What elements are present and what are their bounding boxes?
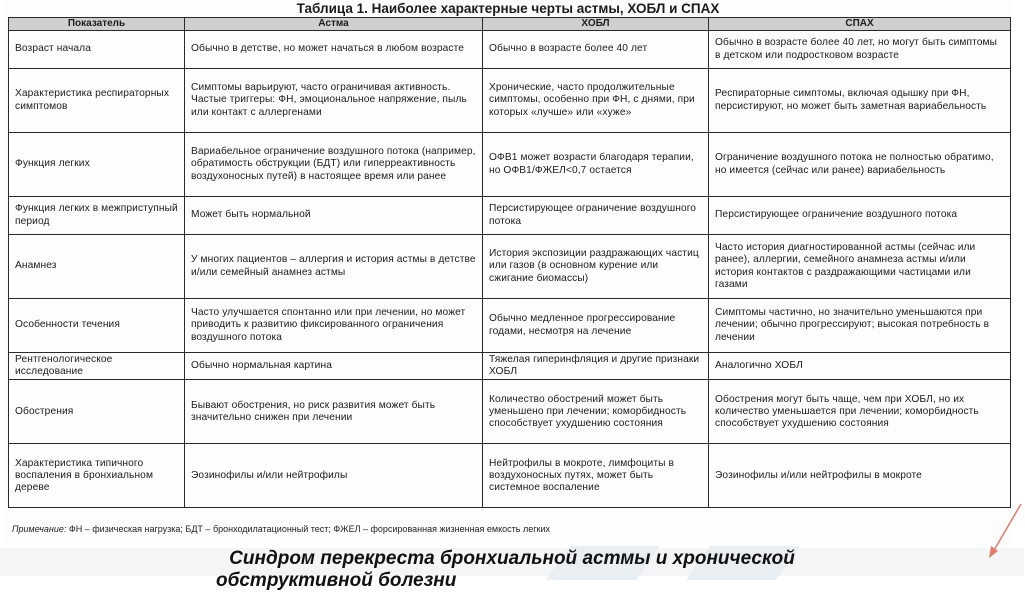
- column-header: Астма: [185, 18, 483, 31]
- table-cell: Анамнез: [9, 235, 185, 299]
- table-header-row: [9, 18, 1011, 31]
- table-cell: Может быть нормальной: [185, 197, 483, 235]
- table-cell: Обычно в возрасте более 40 лет, но могут быть симптомы в детском или подростковом возрасте: [709, 31, 1011, 69]
- table-cell: Обычно нормальная картина: [185, 353, 483, 380]
- table-footnote: [12, 524, 1012, 535]
- table-cell: Ограничение воздушного потока не полностью обратимо, но имеется (сейчас или ранее) вариабельность: [709, 133, 1011, 197]
- column-header: ХОБЛ: [483, 18, 709, 31]
- table-cell: Функция легких в межприступный период: [9, 197, 185, 235]
- table-row: [9, 133, 1011, 197]
- table-row: [9, 31, 1011, 69]
- table-row: [9, 353, 1011, 380]
- table-cell: История экспозиции раздражающих частиц или газов (в основном курение или сжигание биомассы): [483, 235, 709, 299]
- table-cell: Количество обострений может быть уменьшено при лечении; коморбидность способствует ухудшению состояния: [483, 380, 709, 444]
- table-row: [9, 380, 1011, 444]
- comparison-table: [8, 17, 1011, 508]
- slide-caption: Синдром перекреста бронхиальной астмы и хронической: [229, 548, 795, 569]
- slide-caption-line2: обструктивной болезни: [216, 570, 457, 591]
- table-cell: Тяжелая гиперинфляция и другие признаки ХОБЛ: [483, 353, 709, 380]
- table-cell: Симптомы варьируют, часто ограничивая активность. Частые триггеры: ФН, эмоциональное напряжение, пыль или контакт с аллергенами: [185, 69, 483, 133]
- table-cell: Эозинофилы и/или нейтрофилы в мокроте: [709, 444, 1011, 508]
- table-row: [9, 299, 1011, 353]
- table-cell: Персистирующее ограничение воздушного потока: [483, 197, 709, 235]
- table-cell: Бывают обострения, но риск развития может быть значительно снижен при лечении: [185, 380, 483, 444]
- table-row: [9, 235, 1011, 299]
- table-cell: Обычно в детстве, но может начаться в любом возрасте: [185, 31, 483, 69]
- table-cell: Характеристика респираторных симптомов: [9, 69, 185, 133]
- table-title: Таблица 1. Наиболее характерные черты астмы, ХОБЛ и СПАХ: [296, 1, 720, 16]
- table-image: [4, 0, 1012, 546]
- table-cell: Функция легких: [9, 133, 185, 197]
- table-row: [9, 444, 1011, 508]
- table-cell: Обострения: [9, 380, 185, 444]
- table-cell: Эозинофилы и/или нейтрофилы: [185, 444, 483, 508]
- table-cell: Рентгенологическое исследование: [9, 353, 185, 380]
- footnote-label: Примечание:: [12, 524, 67, 534]
- table-cell: Обычно медленное прогрессирование годами, несмотря на лечение: [483, 299, 709, 353]
- table-cell: Характеристика типичного воспаления в бронхиальном дереве: [9, 444, 185, 508]
- table-cell: У многих пациентов – аллергия и история астмы в детстве и/или семейный анамнез астмы: [185, 235, 483, 299]
- footnote-text: ФН – физическая нагрузка; БДТ – бронходилатационный тест; ФЖЕЛ – форсированная жизненная емкость легких: [68, 524, 550, 534]
- table-cell: Хронические, часто продолжительные симптомы, особенно при ФН, с днями, при которых «лучше» или «хуже»: [483, 69, 709, 133]
- column-header: СПАХ: [709, 18, 1011, 31]
- table-cell: Персистирующее ограничение воздушного потока: [709, 197, 1011, 235]
- column-header: Показатель: [9, 18, 185, 31]
- table-cell: Часто история диагностированной астмы (сейчас или ранее), аллергии, семейного анамнеза астмы и/или история контактов с раздражающими частицами или газами: [709, 235, 1011, 299]
- table-cell: ОФВ1 может возрасти благодаря терапии, но ОФВ1/ФЖЕЛ<0,7 остается: [483, 133, 709, 197]
- table-cell: Возраст начала: [9, 31, 185, 69]
- arrow-icon: [985, 500, 1025, 560]
- table-cell: Вариабельное ограничение воздушного потока (например, обратимость обструкции (БДТ) или гиперреактивность воздухоносных путей) в настоящее время или ранее: [185, 133, 483, 197]
- table-cell: Обычно в возрасте более 40 лет: [483, 31, 709, 69]
- table-row: [9, 69, 1011, 133]
- table-cell: Часто улучшается спонтанно или при лечении, но может приводить к развитию фиксированного ограничения воздушного потока: [185, 299, 483, 353]
- table-row: [9, 197, 1011, 235]
- table-cell: Симптомы частично, но значительно уменьшаются при лечении; обычно прогрессируют; высокая потребность в лечении: [709, 299, 1011, 353]
- table-cell: Обострения могут быть чаще, чем при ХОБЛ, но их количество уменьшается при лечении; коморбидность способствует ухудшению состояния: [709, 380, 1011, 444]
- table-cell: Особенности течения: [9, 299, 185, 353]
- table-cell: Нейтрофилы в мокроте, лимфоциты в воздухоносных путях, может быть системное воспаление: [483, 444, 709, 508]
- table-cell: Аналогично ХОБЛ: [709, 353, 1011, 380]
- table-cell: Респираторные симптомы, включая одышку при ФН, персистируют, но может быть заметная вариабельность: [709, 69, 1011, 133]
